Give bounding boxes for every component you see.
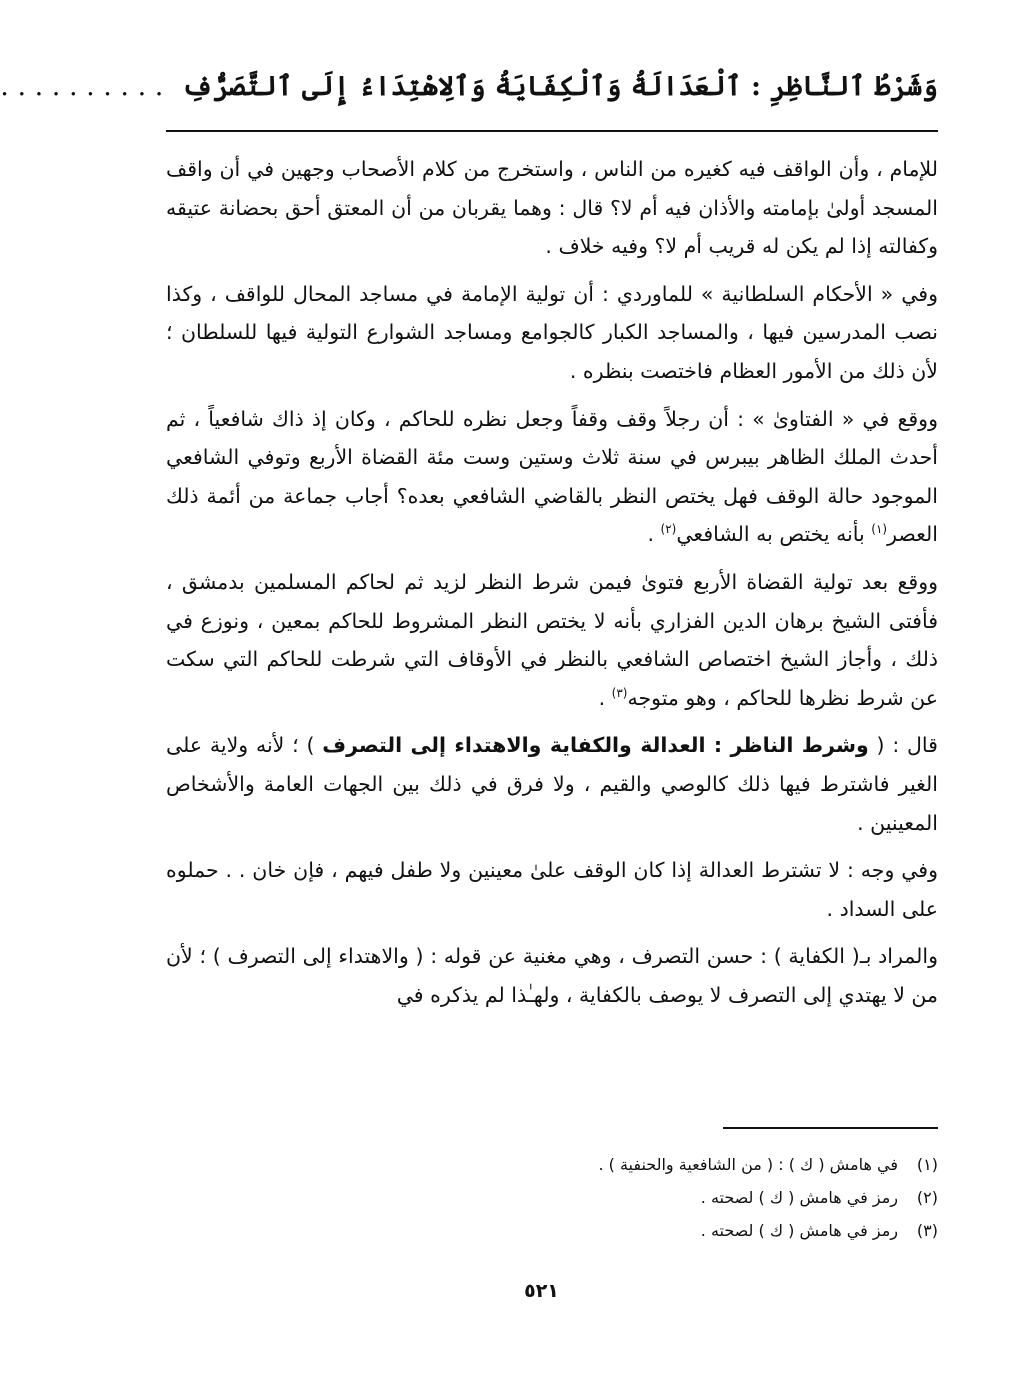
quoted-matn: وشرط الناظر : العدالة والكفاية والاهتداء إلى التصرف xyxy=(322,733,869,758)
footnote-1-text: في هامش ( ك ) : ( من الشافعية والحنفية ) . xyxy=(598,1155,898,1174)
footnote-ref-1[interactable]: (١) xyxy=(871,522,888,537)
footnote-2 xyxy=(166,1181,938,1214)
paragraph-4 xyxy=(166,563,938,717)
paragraph-3-text-a: ووقع في « الفتاوىٰ » : أن رجلاً وقف وقفاً وجعل نظره للحاكم ، وكان إذ ذاك شافعياً ، ثم أحدث الملك الظاهر بيبرس في سنة ثلاث وستين وست مئة القضاة الأربع وتوفي الشافعي الموجود حالة الوقف فهل يختص النظر بالقاضي الشافعي بعده؟ أجاب جماعة من أئمة ذلك العصر xyxy=(166,406,938,547)
paragraph-4-text-a: ووقع بعد تولية القضاة الأربع فتوىٰ فيمن شرط النظر لزيد ثم لحاكم المسلمين بدمشق ، فأفتى الشيخ برهان الدين الفزاري بأنه لا يختص النظر المشروط للحاكم بمعين ، ونوزع في ذلك ، وأجاز الشيخ اختصاص الشافعي بالنظر في الأوقاف التي شرطت للحاكم التي سكت عن شرط نظرها للحاكم ، وهو متوجه xyxy=(166,569,938,710)
footnote-2-text: رمز في هامش ( ك ) لصحته . xyxy=(700,1188,898,1207)
footnote-divider xyxy=(723,1127,938,1129)
running-header-dots: . . . . . . . . . . xyxy=(0,71,164,102)
paragraph-7: والمراد بـ( الكفاية ) : حسن التصرف ، وهي مغنية عن قوله : ( والاهتداء إلى التصرف ) ؛ لأن من لا يهتدي إلى التصرف لا يوصف بالكفاية ، ولهـٰذا لم يذكره في xyxy=(166,944,938,1007)
paragraph-6: وفي وجه : لا تشترط العدالة إذا كان الوقف علىٰ معينين ولا طفل فيهم ، فإن خان . . حملوه على السداد . xyxy=(166,858,938,921)
footnote-ref-2[interactable]: (٢) xyxy=(660,522,677,537)
page-number: ٥٢١ xyxy=(524,1280,559,1302)
footnotes xyxy=(166,1148,938,1247)
paragraph-5-lead: قال : ( xyxy=(868,733,938,758)
footnote-3 xyxy=(166,1214,938,1247)
paragraph-5-rest: ) ؛ لأنه ولاية على الغير فاشترط فيها ذلك كالوصي والقيم ، ولا فرق في ذلك بين الجهات العامة والأشخاص المعينين . xyxy=(166,733,938,835)
paragraph-5 xyxy=(166,726,938,842)
running-header-title: وَشَرْطُ ٱلنَّاظِرِ : ٱلْعَدَالَةُ وَٱلْكِفَايَةُ وَٱلِاهْتِدَاءُ إِلَى ٱلتَّصَرُّفِ xyxy=(181,71,938,102)
footnote-3-text: رمز في هامش ( ك ) لصحته . xyxy=(700,1221,898,1240)
running-header xyxy=(0,62,938,112)
header-divider xyxy=(166,130,938,132)
paragraph-3 xyxy=(166,400,938,554)
paragraph-4-text-b: . xyxy=(598,685,612,710)
footnote-3-number: (٣) xyxy=(916,1221,938,1240)
paragraph-1: للإمام ، وأن الواقف فيه كغيره من الناس ، واستخرج من كلام الأصحاب وجهين في أن واقف المسجد أولىٰ بإمامته والأذان فيه أم لا؟ قال : وهما يقربان من أن المعتق أحق بحضانة عتيقه وكفالته إذا لم يكن له قريب أم لا؟ وفيه خلاف . xyxy=(166,157,938,259)
footnote-2-number: (٢) xyxy=(916,1188,938,1207)
paragraph-3-text-b: بأنه يختص به الشافعي xyxy=(676,522,872,547)
main-text xyxy=(166,150,938,1023)
paragraph-3-text-c: . xyxy=(647,522,661,547)
footnote-ref-3[interactable]: (٣) xyxy=(611,685,628,700)
footnote-1-number: (١) xyxy=(916,1155,938,1174)
paragraph-2: وفي « الأحكام السلطانية » للماوردي : أن تولية الإمامة في مساجد المحال للواقف ، وكذا نصب المدرسين فيها ، والمساجد الكبار كالجوامع ومساجد الشوارع التولية فيها للسلطان ؛ لأن ذلك من الأمور العظام فاختصت بنظره . xyxy=(166,281,938,383)
footnote-1 xyxy=(166,1148,938,1181)
